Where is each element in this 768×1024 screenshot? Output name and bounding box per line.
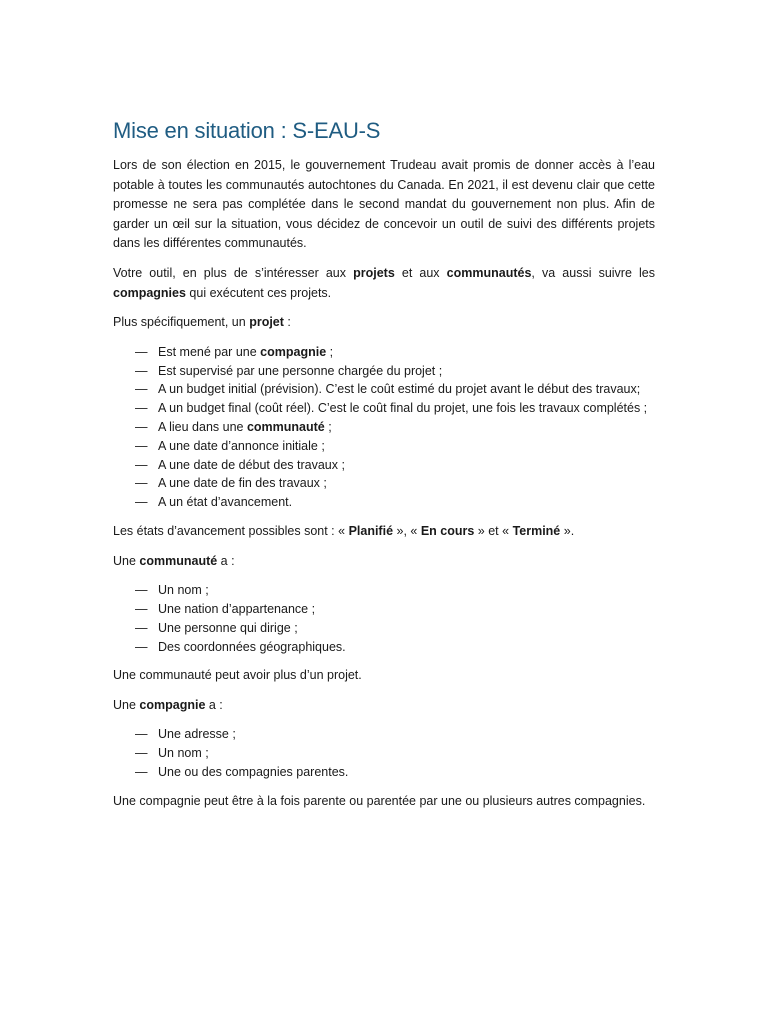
list-item: — Une nation d’appartenance ; <box>135 601 316 616</box>
project-attributes-list <box>113 343 655 512</box>
community-note: Une communauté peut avoir plus d’un projet. <box>113 668 362 683</box>
list-item: — Un nom ; <box>135 746 209 761</box>
list-item: — A un budget initial (prévision). C’est le coût estimé du projet avant le début des travaux; <box>135 382 641 397</box>
list-item: — Est mené par une compagnie ; <box>135 344 334 359</box>
states-paragraph: Les états d’avancement possibles sont : « Planifié », « En cours » et « Terminé ». <box>113 523 575 538</box>
community-intro: Une communauté a : <box>113 553 235 568</box>
list-item: — A une date de début des travaux ; <box>135 457 345 472</box>
project-intro: Plus spécifiquement, un projet : <box>113 315 291 330</box>
list-item: — A une date de fin des travaux ; <box>135 476 327 491</box>
list-item: — A un budget final (coût réel). C’est le coût final du projet, une fois les travaux complétés ; <box>135 401 648 416</box>
intro-paragraph: Lors de son élection en 2015, le gouvernement Trudeau avait promis de donner accès à l’eau potable à toutes les communautés autochtones du Canada. En 2021, il est devenu clair que cette promesse ne sera pas complétée dans le second mandat du gouvernement non plus. Afin de garder un œil sur la situation, vous décidez de concevoir un outil de suivi des différents projets dans les différentes communautés. <box>113 158 655 251</box>
page-title: Mise en situation : S-EAU-S <box>113 118 381 143</box>
company-attributes-list <box>113 725 655 781</box>
list-item: — Une adresse ; <box>135 727 236 742</box>
list-item: — Un nom ; <box>135 583 209 598</box>
community-attributes-list <box>113 581 655 656</box>
company-intro: Une compagnie a : <box>113 697 223 712</box>
list-item: — Des coordonnées géographiques. <box>135 639 346 654</box>
document-page <box>113 116 655 821</box>
list-item: — Est supervisé par une personne chargée du projet ; <box>135 363 443 378</box>
list-item: — A une date d’annonce initiale ; <box>135 438 325 453</box>
list-item: — Une ou des compagnies parentes. <box>135 765 349 780</box>
company-note: Une compagnie peut être à la fois parente ou parentée par une ou plusieurs autres compagnies. <box>113 793 646 808</box>
list-item: — A un état d’avancement. <box>135 495 293 510</box>
tool-paragraph: Votre outil, en plus de s’intéresser aux projets et aux communautés, va aussi suivre les compagnies qui exécutent ces projets. <box>113 265 655 300</box>
list-item: — Une personne qui dirige ; <box>135 620 298 635</box>
list-item: — A lieu dans une communauté ; <box>135 419 332 434</box>
